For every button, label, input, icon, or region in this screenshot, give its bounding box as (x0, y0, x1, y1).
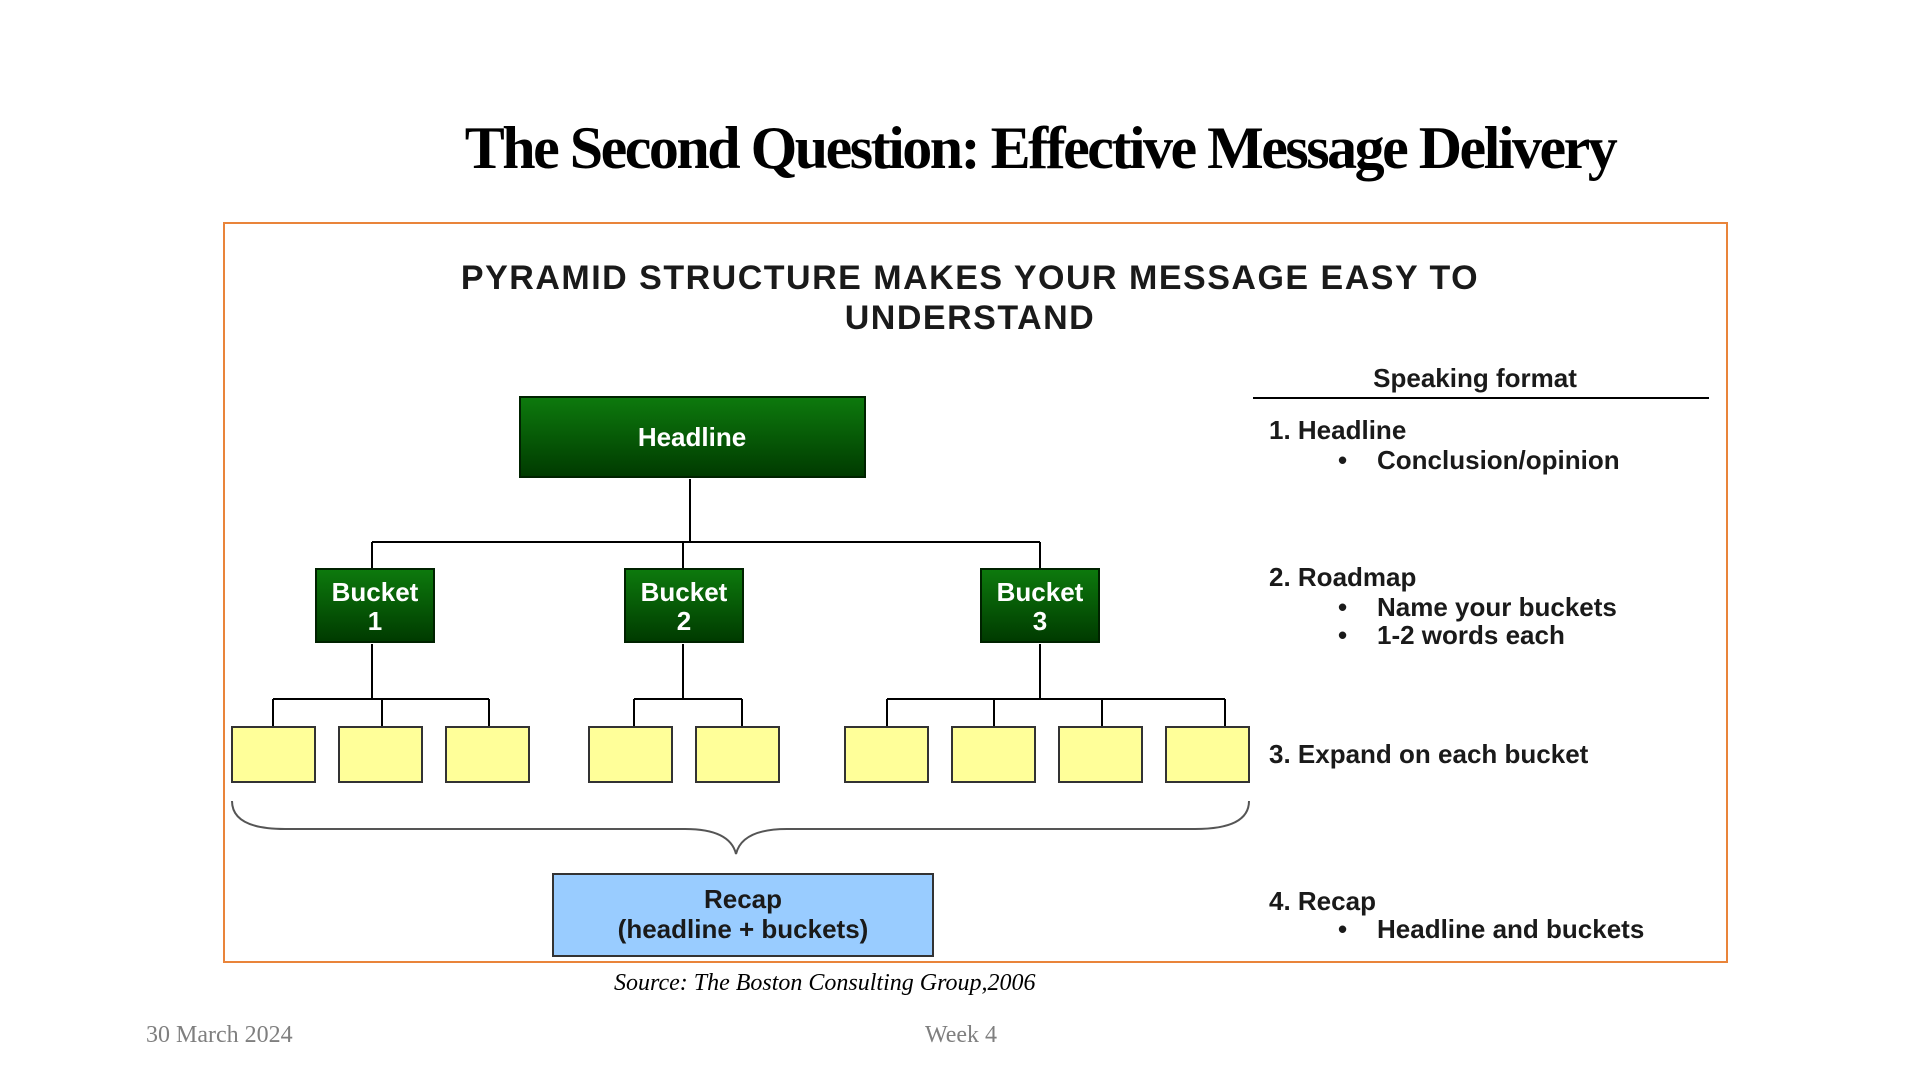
step-2-bullet-1-text: Name your buckets (1377, 592, 1617, 622)
pyramid-diagram (225, 224, 1726, 961)
sub-item-box (232, 727, 315, 782)
source-citation (614, 970, 1036, 997)
step-4-label: 4. Recap (1269, 886, 1376, 916)
sub-item-box (1059, 727, 1142, 782)
diagram-title-line1: PYRAMID STRUCTURE MAKES YOUR MESSAGE EASY TO (460, 259, 1480, 297)
sub-item-box (952, 727, 1035, 782)
step-2-bullet: • (1338, 620, 1348, 650)
source-text: The Boston Consulting Group,2006 (693, 970, 1036, 996)
step-2-bullet: • (1338, 592, 1348, 622)
pyramid-figure (223, 222, 1728, 963)
bucket-2-number: 2 (676, 606, 692, 636)
curly-brace (232, 801, 1249, 854)
footer-week: Week 4 (925, 1022, 998, 1048)
step-3-label: 3. Expand on each bucket (1269, 739, 1589, 769)
step-4-bullet-text: Headline and buckets (1377, 914, 1645, 944)
recap-sublabel: (headline + buckets) (617, 914, 869, 944)
bucket-2-label: Bucket (640, 577, 728, 607)
bucket-3-label: Bucket (996, 577, 1084, 607)
step-1-label: 1. Headline (1269, 415, 1407, 445)
sub-item-box (1166, 727, 1249, 782)
sub-item-box (339, 727, 422, 782)
sub-item-box (589, 727, 672, 782)
speaking-format-heading: Speaking format (1373, 363, 1577, 393)
sub-item-box (845, 727, 928, 782)
diagram-title-line2: UNDERSTAND (844, 299, 1096, 337)
sub-item-boxes (232, 727, 1249, 782)
source-prefix: Source: (614, 970, 694, 996)
sub-item-box (696, 727, 779, 782)
step-1-bullet-text: Conclusion/opinion (1377, 445, 1620, 475)
headline-label: Headline (637, 422, 747, 452)
bucket-1-label: Bucket (331, 577, 419, 607)
bucket-3-number: 3 (1032, 606, 1048, 636)
bucket-1-number: 1 (367, 606, 383, 636)
footer-date: 30 March 2024 (146, 1022, 293, 1048)
slide-title: The Second Question: Effective Message Delivery (464, 115, 1616, 181)
step-1-bullet: • (1338, 445, 1348, 475)
step-2-bullet-2-text: 1-2 words each (1377, 620, 1565, 650)
recap-label: Recap (703, 884, 783, 914)
step-2-label: 2. Roadmap (1269, 562, 1417, 592)
sub-item-box (446, 727, 529, 782)
step-4-bullet: • (1338, 914, 1348, 944)
